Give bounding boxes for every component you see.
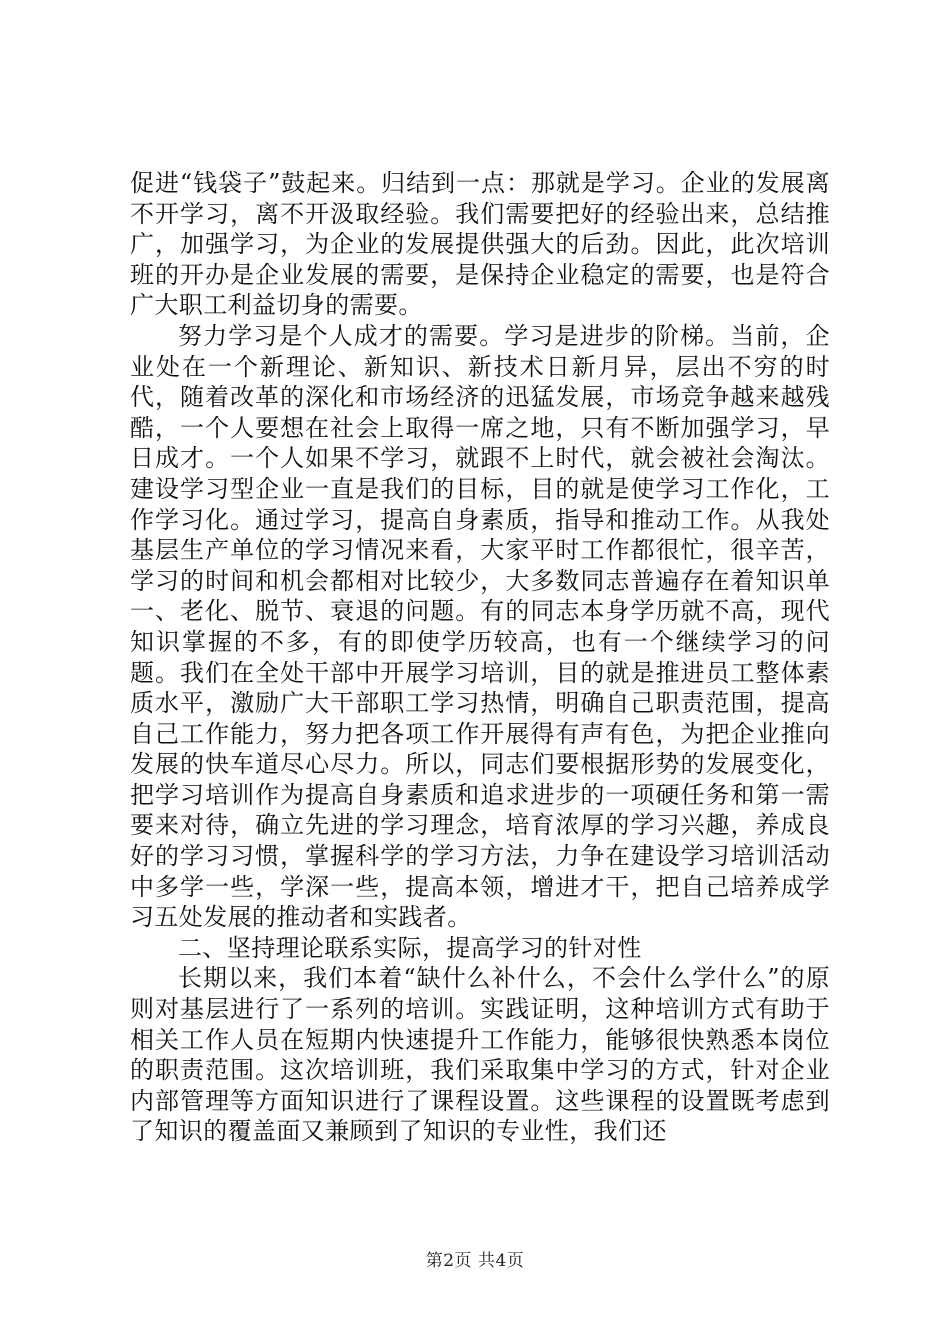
document-body [130, 168, 830, 1147]
paragraph-2: 努力学习是个人成才的需要。学习是进步的阶梯。当前，企业处在一个新理论、新知识、新技术日新月异，层出不穷的时代，随着改革的深化和市场经济的迅猛发展，市场竞争越来越残酷，一个人要想在社会上取得一席之地，只有不断加强学习，早日成才。一个人如果不学习，就跟不上时代，就会被社会淘汰。建设学习型企业一直是我们的目标，目的就是使学习工作化，工作学习化。通过学习，提高自身素质，指导和推动工作。从我处基层生产单位的学习情况来看，大家平时工作都很忙，很辛苦，学习的时间和机会都相对比较少，大多数同志普遍存在着知识单一、老化、脱节、衰退的问题。有的同志本身学历就不高，现代知识掌握的不多，有的即使学历较高，也有一个继续学习的问题。我们在全处干部中开展学习培训，目的就是推进员工整体素质水平，激励广大干部职工学习热情，明确自己职责范围，提高自己工作能力，努力把各项工作开展得有声有色，为把企业推向发展的快车道尽心尽力。所以，同志们要根据形势的发展变化，把学习培训作为提高自身素质和追求进步的一项硬任务和第一需要来对待，确立先进的学习理念，培育浓厚的学习兴趣，养成良好的学习习惯，掌握科学的学习方法，力争在建设学习培训活动中多学一些，学深一些，提高本领，增进才干，把自己培养成学习五处发展的推动者和实践者。 [130, 321, 830, 932]
paragraph-1: 促进“钱袋子”鼓起来。归结到一点：那就是学习。企业的发展离不开学习，离不开汲取经验。我们需要把好的经验出来，总结推广，加强学习，为企业的发展提供强大的后劲。因此，此次培训班的开办是企业发展的需要，是保持企业稳定的需要，也是符合广大职工利益切身的需要。 [130, 169, 830, 320]
section-heading: 二、坚持理论联系实际，提高学习的针对性 [178, 933, 642, 962]
page-number-footer: 第2页 共4页 [425, 1251, 525, 1271]
paragraph-3: 长期以来，我们本着“缺什么补什么，不会什么学什么”的原则对基层进行了一系列的培训。实践证明，这种培训方式有助于相关工作人员在短期内快速提升工作能力，能够很快熟悉本岗位的职责范围。这次培训班，我们采取集中学习的方式，针对企业内部管理等方面知识进行了课程设置。这些课程的设置既考虑到了知识的覆盖面又兼顾到了知识的专业性，我们还 [130, 964, 830, 1146]
